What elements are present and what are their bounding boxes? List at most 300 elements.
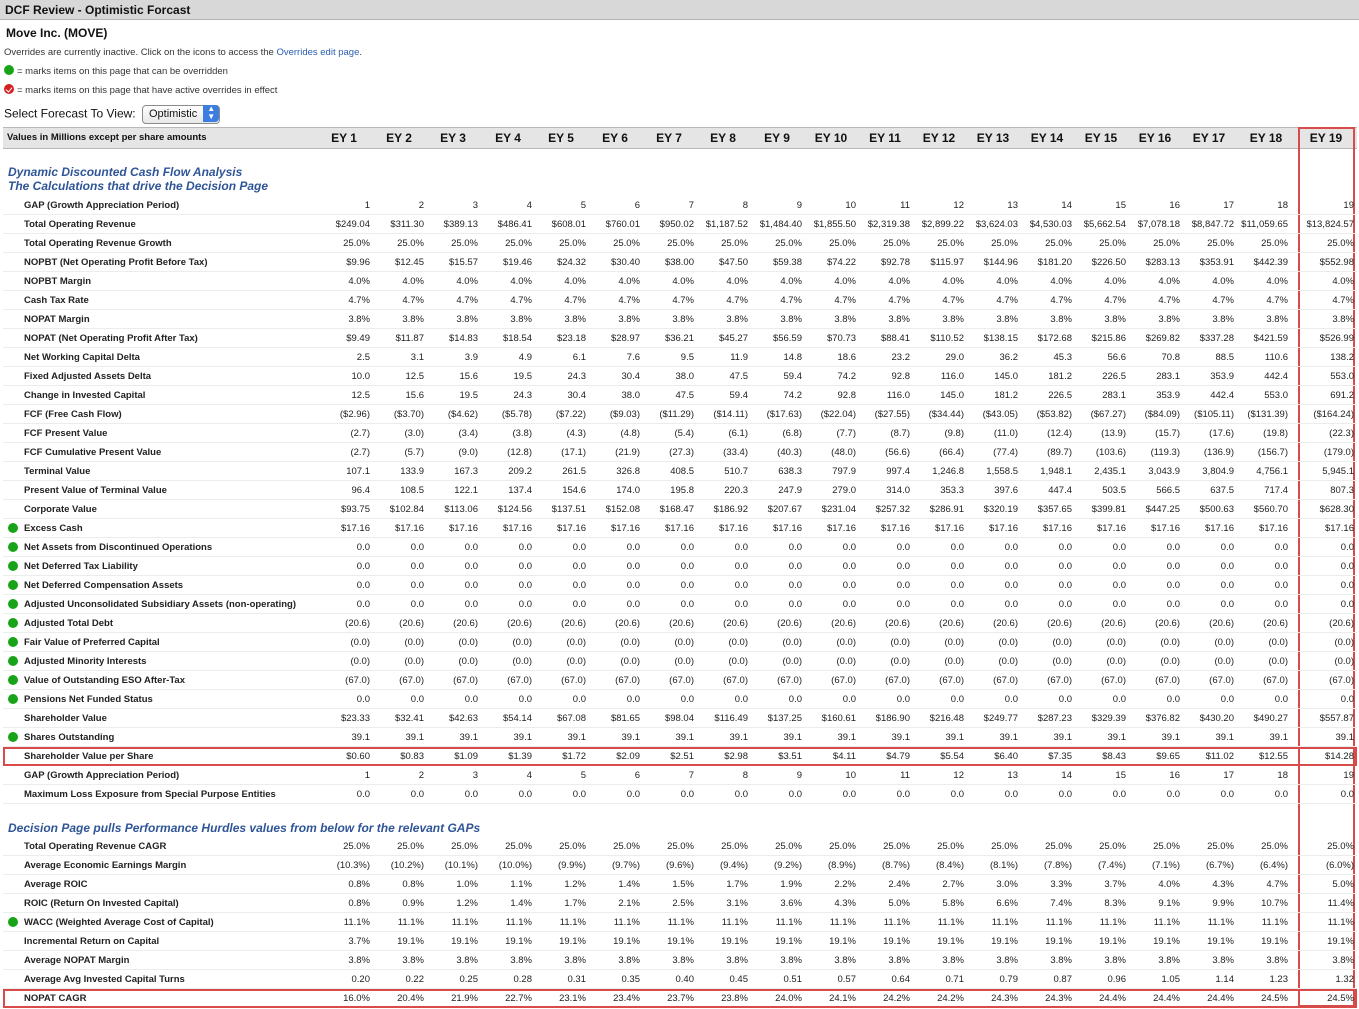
row-label: Net Working Capital Delta	[24, 352, 140, 363]
table-cell: ($105.11)	[1194, 409, 1234, 420]
table-cell: 74.2	[837, 371, 856, 382]
table-cell: 145.0	[940, 390, 964, 401]
table-cell: 0.0	[518, 561, 532, 572]
table-cell: 0.0	[356, 694, 370, 705]
table-cell: 0.0	[788, 694, 802, 705]
table-cell: 39.1	[999, 732, 1018, 743]
table-cell: 3.0%	[996, 879, 1018, 890]
table-cell: $186.92	[713, 504, 748, 515]
table-cell: 4.7%	[780, 295, 802, 306]
table-cell: $59.38	[772, 257, 802, 268]
column-header[interactable]: EY 4	[495, 131, 521, 145]
column-header[interactable]: EY 10	[814, 131, 848, 145]
override-available-icon[interactable]	[8, 561, 18, 571]
table-cell: 25.0%	[451, 841, 478, 852]
table-cell: 0.0	[842, 561, 856, 572]
table-cell: 4.7%	[942, 295, 964, 306]
table-cell: 1.2%	[456, 898, 478, 909]
table-cell: (156.7)	[1257, 447, 1288, 458]
table-cell: 0.0	[896, 580, 910, 591]
row-label: NOPBT Margin	[24, 276, 92, 287]
table-cell: 13	[1007, 200, 1018, 211]
table-cell: 19.1%	[1045, 936, 1072, 947]
table-cell: $628.30	[1319, 504, 1354, 515]
table-cell: (3.0)	[404, 428, 424, 439]
table-cell: 4.0%	[564, 276, 586, 287]
table-cell: $113.06	[444, 504, 478, 515]
table-cell: 56.6	[1107, 352, 1126, 363]
table-cell: $552.98	[1319, 257, 1354, 268]
column-header[interactable]: EY 17	[1192, 131, 1226, 145]
table-cell: ($3.70)	[393, 409, 424, 420]
table-cell: $116.49	[714, 713, 748, 724]
table-cell: 0.0	[680, 789, 694, 800]
table-cell: 0.0	[1112, 542, 1126, 553]
table-cell: $399.81	[1091, 504, 1126, 515]
column-header[interactable]: EY 18	[1249, 131, 1283, 145]
table-cell: 0.0	[1112, 580, 1126, 591]
table-cell: 3.8%	[402, 314, 424, 325]
table-cell: $98.04	[664, 713, 694, 724]
table-cell: 1.0%	[456, 879, 478, 890]
table-cell: 0.22	[405, 974, 424, 985]
table-cell: 25.0%	[505, 238, 532, 249]
table-cell: 19.1%	[991, 936, 1018, 947]
table-cell: 0.0	[1004, 561, 1018, 572]
table-cell: 997.4	[886, 466, 910, 477]
table-cell: 19.1%	[721, 936, 748, 947]
table-cell: 0.0	[1220, 789, 1234, 800]
table-cell: (13.9)	[1101, 428, 1126, 439]
table-cell: 25.0%	[451, 238, 478, 249]
table-cell: 0.0	[464, 561, 478, 572]
table-cell: 2.7%	[942, 879, 964, 890]
table-cell: (119.3)	[1150, 447, 1180, 458]
table-cell: 0.0	[950, 789, 964, 800]
column-header[interactable]: EY 13	[976, 131, 1010, 145]
table-cell: (0.0)	[1334, 656, 1354, 667]
table-cell: $231.04	[821, 504, 856, 515]
table-cell: 0.0	[842, 542, 856, 553]
table-cell: 39.1	[1053, 732, 1072, 743]
table-cell: 4,756.1	[1256, 466, 1288, 477]
table-cell: 510.7	[724, 466, 748, 477]
override-available-icon[interactable]	[8, 599, 18, 609]
table-cell: 2	[418, 200, 424, 211]
table-cell: 25.0%	[991, 841, 1018, 852]
table-cell: (0.0)	[674, 656, 694, 667]
forecast-selector	[4, 105, 220, 124]
table-cell: 0.0	[518, 694, 532, 705]
table-cell: (66.4)	[939, 447, 964, 458]
table-cell: 4.7%	[1050, 295, 1072, 306]
row-label: Total Operating Revenue	[24, 219, 136, 230]
table-cell: (0.0)	[836, 637, 856, 648]
table-cell: 3.8%	[402, 955, 424, 966]
table-cell: $329.39	[1091, 713, 1126, 724]
table-cell: 25.0%	[1207, 238, 1234, 249]
table-cell: 39.1	[405, 732, 424, 743]
table-cell: 0.0	[518, 542, 532, 553]
table-cell: (0.0)	[944, 637, 964, 648]
table-cell: $17.16	[718, 523, 748, 534]
row-label: Average Economic Earnings Margin	[24, 860, 187, 871]
table-cell: 10.0	[351, 371, 370, 382]
table-cell: $172.68	[1037, 333, 1072, 344]
table-cell: 0.0	[734, 789, 748, 800]
table-cell: 3.8%	[888, 314, 910, 325]
table-cell: $608.01	[551, 219, 586, 230]
table-cell: (8.7)	[890, 428, 910, 439]
table-cell: 24.1%	[829, 993, 856, 1004]
table-cell: 0.0	[626, 561, 640, 572]
forecast-select[interactable]	[142, 105, 220, 124]
table-cell: 4.7%	[1266, 879, 1288, 890]
table-cell: 0.0	[518, 580, 532, 591]
table-cell: 4.7%	[348, 295, 370, 306]
table-cell: 19.5	[459, 390, 478, 401]
column-header[interactable]: EY 15	[1084, 131, 1118, 145]
table-cell: 7.4%	[1050, 898, 1072, 909]
column-header[interactable]: EY 3	[440, 131, 466, 145]
table-cell: 18.6	[837, 352, 856, 363]
table-cell: $560.70	[1253, 504, 1288, 515]
table-cell: 4.0%	[780, 276, 802, 287]
table-cell: 3.8%	[1332, 955, 1354, 966]
table-cell: 25.0%	[559, 841, 586, 852]
table-cell: 11.1%	[991, 917, 1018, 928]
table-cell: 8	[742, 770, 748, 781]
table-cell: 25.0%	[397, 238, 424, 249]
table-cell: 261.5	[562, 466, 586, 477]
table-cell: 0.0	[410, 580, 424, 591]
table-cell: (10.1%)	[444, 860, 478, 871]
table-cell: 397.6	[994, 485, 1018, 496]
table-cell: $3.51	[778, 751, 802, 762]
table-cell: $320.19	[983, 504, 1018, 515]
table-cell: 3.6%	[780, 898, 802, 909]
table-cell: 11.1%	[883, 917, 910, 928]
table-cell: 11.1%	[559, 917, 586, 928]
table-cell: 0.0	[1112, 789, 1126, 800]
table-cell: (12.4)	[1047, 428, 1072, 439]
column-header[interactable]: EY 12	[922, 131, 956, 145]
override-available-icon[interactable]	[8, 523, 18, 533]
table-cell: $15.57	[448, 257, 478, 268]
table-cell: 16	[1169, 770, 1180, 781]
row-label: Net Deferred Compensation Assets	[24, 580, 184, 591]
table-cell: 3.8%	[888, 955, 910, 966]
table-cell: 36.2	[999, 352, 1018, 363]
column-header[interactable]: EY 11	[869, 131, 901, 145]
row-label: Pensions Net Funded Status	[24, 694, 153, 705]
column-header[interactable]: EY 14	[1030, 131, 1064, 145]
table-cell: 23.2	[891, 352, 910, 363]
row-label: GAP (Growth Appreciation Period)	[24, 200, 180, 211]
table-cell: 70.8	[1161, 352, 1180, 363]
table-cell: 0.0	[1340, 561, 1354, 572]
row-label: Terminal Value	[24, 466, 91, 477]
table-cell: 181.2	[1048, 371, 1072, 382]
table-cell: 19.1%	[883, 936, 910, 947]
table-cell: $249.77	[983, 713, 1018, 724]
table-cell: 226.5	[1102, 371, 1126, 382]
row-label: ROIC (Return On Invested Capital)	[24, 898, 179, 909]
row-label: FCF Present Value	[24, 428, 108, 439]
table-cell: 7	[688, 200, 694, 211]
table-cell: 0.0	[1340, 694, 1354, 705]
column-header[interactable]: EY 1	[331, 131, 357, 145]
table-cell: 0.0	[1340, 542, 1354, 553]
table-cell: 0.0	[1220, 561, 1234, 572]
table-cell: (9.8)	[944, 428, 964, 439]
table-cell: 4.7%	[834, 295, 856, 306]
table-cell: ($84.09)	[1144, 409, 1180, 420]
table-cell: 638.3	[778, 466, 802, 477]
row-label: Excess Cash	[24, 523, 83, 534]
table-cell: 25.0%	[1045, 841, 1072, 852]
table-cell: (0.0)	[674, 637, 694, 648]
table-cell: (0.0)	[998, 637, 1018, 648]
column-header[interactable]: EY 5	[548, 131, 574, 145]
table-cell: $4.79	[886, 751, 910, 762]
table-cell: (67.0)	[1329, 675, 1354, 686]
table-cell: 5.0%	[888, 898, 910, 909]
table-cell: 0.0	[788, 599, 802, 610]
table-cell: 3.8%	[618, 955, 640, 966]
table-cell: (10.3%)	[336, 860, 370, 871]
table-cell: 0.35	[621, 974, 640, 985]
table-cell: 0.0	[896, 694, 910, 705]
table-cell: 3.8%	[1104, 314, 1126, 325]
table-cell: 13	[1007, 770, 1018, 781]
table-cell: 3.1%	[726, 898, 748, 909]
table-cell: 11.1%	[1045, 917, 1072, 928]
table-cell: 0.0	[464, 599, 478, 610]
column-header[interactable]: EY 2	[386, 131, 412, 145]
table-cell: $376.82	[1145, 713, 1180, 724]
table-cell: 3,043.9	[1148, 466, 1180, 477]
table-cell: (10.2%)	[390, 860, 424, 871]
table-cell: 3.8%	[456, 955, 478, 966]
table-cell: 3.8%	[510, 314, 532, 325]
table-cell: 0.0	[356, 580, 370, 591]
table-cell: 0.0	[734, 694, 748, 705]
table-cell: (0.0)	[566, 656, 586, 667]
table-cell: 4.0%	[456, 276, 478, 287]
table-cell: (9.2%)	[774, 860, 802, 871]
override-available-icon[interactable]	[8, 542, 18, 552]
table-cell: 1.14	[1215, 974, 1234, 985]
table-cell: 0.0	[1220, 694, 1234, 705]
table-cell: 0.0	[680, 580, 694, 591]
table-cell: 11.1%	[397, 917, 424, 928]
column-header[interactable]: EY 6	[602, 131, 628, 145]
table-cell: 6	[634, 200, 640, 211]
table-cell: (9.7%)	[612, 860, 640, 871]
table-cell: 9	[796, 200, 802, 211]
table-cell: 39.1	[891, 732, 910, 743]
table-cell: 2.5	[356, 352, 370, 363]
table-cell: 25.0%	[775, 841, 802, 852]
table-cell: 24.2%	[937, 993, 964, 1004]
row-label: Present Value of Terminal Value	[24, 485, 167, 496]
table-cell: 24.3%	[1045, 993, 1072, 1004]
table-cell: 0.0	[1274, 599, 1288, 610]
table-cell: (20.6)	[1209, 618, 1234, 629]
table-cell: $17.16	[448, 523, 478, 534]
table-cell: 4.7%	[456, 295, 478, 306]
table-cell: $447.25	[1145, 504, 1180, 515]
table-cell: $11.87	[395, 333, 424, 344]
table-cell: 0.0	[572, 599, 586, 610]
table-cell: 0.0	[1220, 599, 1234, 610]
table-cell: 17	[1223, 200, 1234, 211]
table-cell: 20.4%	[397, 993, 424, 1004]
table-cell: $226.50	[1091, 257, 1126, 268]
table-cell: (6.8)	[782, 428, 802, 439]
row-label: NOPBT (Net Operating Profit Before Tax)	[24, 257, 208, 268]
table-cell: 0.0	[410, 561, 424, 572]
table-cell: ($17.63)	[766, 409, 802, 420]
table-cell: 717.4	[1264, 485, 1288, 496]
table-cell: $337.28	[1199, 333, 1234, 344]
table-cell: 25.0%	[397, 841, 424, 852]
table-cell: (89.7)	[1047, 447, 1072, 458]
override-available-icon[interactable]	[8, 675, 18, 685]
table-cell: (20.6)	[993, 618, 1018, 629]
table-cell: 0.0	[572, 580, 586, 591]
override-available-icon[interactable]	[8, 694, 18, 704]
table-cell: 3.8%	[780, 955, 802, 966]
table-cell: (0.0)	[404, 656, 424, 667]
section-subtitle-dcf: The Calculations that drive the Decision Page	[8, 179, 269, 193]
table-cell: 0.0	[788, 561, 802, 572]
table-cell: $3,624.03	[975, 219, 1018, 230]
table-cell: 25.0%	[1153, 238, 1180, 249]
table-cell: (11.0)	[993, 428, 1018, 439]
table-cell: 553.0	[1330, 371, 1354, 382]
table-cell: 4.0%	[942, 276, 964, 287]
table-cell: 116.0	[940, 371, 964, 382]
table-cell: 25.0%	[991, 238, 1018, 249]
table-cell: (67.0)	[1101, 675, 1126, 686]
table-cell: 16.0%	[343, 993, 370, 1004]
table-cell: $181.20	[1037, 257, 1072, 268]
override-available-icon[interactable]	[8, 656, 18, 666]
table-cell: 3.8%	[834, 955, 856, 966]
table-cell: 39.1	[567, 732, 586, 743]
override-available-icon[interactable]	[8, 580, 18, 590]
table-cell: $12.55	[1258, 751, 1288, 762]
table-cell: (67.0)	[1263, 675, 1288, 686]
table-cell: $17.16	[1150, 523, 1180, 534]
table-cell: 3.8%	[834, 314, 856, 325]
table-cell: 24.4%	[1153, 993, 1180, 1004]
table-cell: $5.54	[940, 751, 964, 762]
table-cell: (15.7)	[1155, 428, 1180, 439]
table-cell: $17.16	[934, 523, 964, 534]
table-cell: 11.1%	[451, 917, 478, 928]
table-cell: (0.0)	[620, 637, 640, 648]
override-available-icon[interactable]	[8, 917, 18, 927]
row-label: NOPAT Margin	[24, 314, 90, 325]
table-cell: 4.7%	[618, 295, 640, 306]
table-cell: (103.6)	[1095, 447, 1126, 458]
table-cell: $4.11	[832, 751, 856, 762]
table-cell: $110.52	[930, 333, 964, 344]
table-cell: $102.84	[389, 504, 424, 515]
table-cell: $1.09	[454, 751, 478, 762]
override-available-icon[interactable]	[8, 732, 18, 742]
row-label: FCF (Free Cash Flow)	[24, 409, 122, 420]
table-cell: 39.1	[1161, 732, 1180, 743]
column-header[interactable]: EY 16	[1138, 131, 1172, 145]
table-cell: 0.0	[1220, 580, 1234, 591]
table-cell: 7	[688, 770, 694, 781]
table-cell: 0.0	[734, 542, 748, 553]
table-cell: 25.0%	[1153, 841, 1180, 852]
override-available-icon[interactable]	[8, 637, 18, 647]
table-cell: 11.1%	[937, 917, 964, 928]
table-cell: 0.0	[1340, 599, 1354, 610]
table-cell: 1.7%	[564, 898, 586, 909]
table-cell: 0.0	[626, 599, 640, 610]
table-cell: $28.97	[610, 333, 640, 344]
table-cell: 0.0	[626, 542, 640, 553]
table-cell: 25.0%	[721, 238, 748, 249]
table-cell: (0.0)	[1268, 656, 1288, 667]
table-cell: $950.02	[659, 219, 694, 230]
table-cell: 92.8	[837, 390, 856, 401]
overrides-end: .	[359, 47, 363, 58]
table-cell: (9.9%)	[558, 860, 586, 871]
table-cell: $54.14	[502, 713, 532, 724]
table-cell: 10	[845, 770, 856, 781]
table-cell: $353.91	[1199, 257, 1234, 268]
column-header[interactable]: EY 8	[710, 131, 736, 145]
table-cell: 11.1%	[1261, 917, 1288, 928]
table-cell: $8,847.72	[1191, 219, 1234, 230]
row-label: GAP (Growth Appreciation Period)	[24, 770, 180, 781]
table-cell: $17.16	[1204, 523, 1234, 534]
column-header[interactable]: EY 19	[1309, 131, 1343, 145]
table-cell: 0.0	[842, 599, 856, 610]
table-cell: 0.0	[1340, 580, 1354, 591]
table-cell: 174.0	[616, 485, 640, 496]
table-cell: $11.02	[1205, 751, 1234, 762]
active-override-icon	[4, 84, 14, 94]
overrides-edit-link[interactable]: Overrides edit page	[276, 47, 360, 58]
table-cell: 19	[1343, 200, 1354, 211]
table-cell: $1,187.52	[705, 219, 748, 230]
table-cell: (20.6)	[1329, 618, 1354, 629]
table-cell: 138.2	[1330, 352, 1354, 363]
table-cell: 39.1	[1335, 732, 1354, 743]
column-header[interactable]: EY 9	[764, 131, 790, 145]
table-cell: 24.3	[513, 390, 532, 401]
table-cell: 4.3%	[1212, 879, 1234, 890]
column-header[interactable]: EY 7	[656, 131, 682, 145]
table-cell: 19.1%	[505, 936, 532, 947]
table-cell: 12.5	[405, 371, 424, 382]
table-cell: 1.23	[1269, 974, 1288, 985]
override-available-icon[interactable]	[8, 618, 18, 628]
table-cell: 4.7%	[672, 295, 694, 306]
table-cell: (67.0)	[345, 675, 370, 686]
table-cell: 19.1%	[667, 936, 694, 947]
table-cell: $137.25	[767, 713, 802, 724]
